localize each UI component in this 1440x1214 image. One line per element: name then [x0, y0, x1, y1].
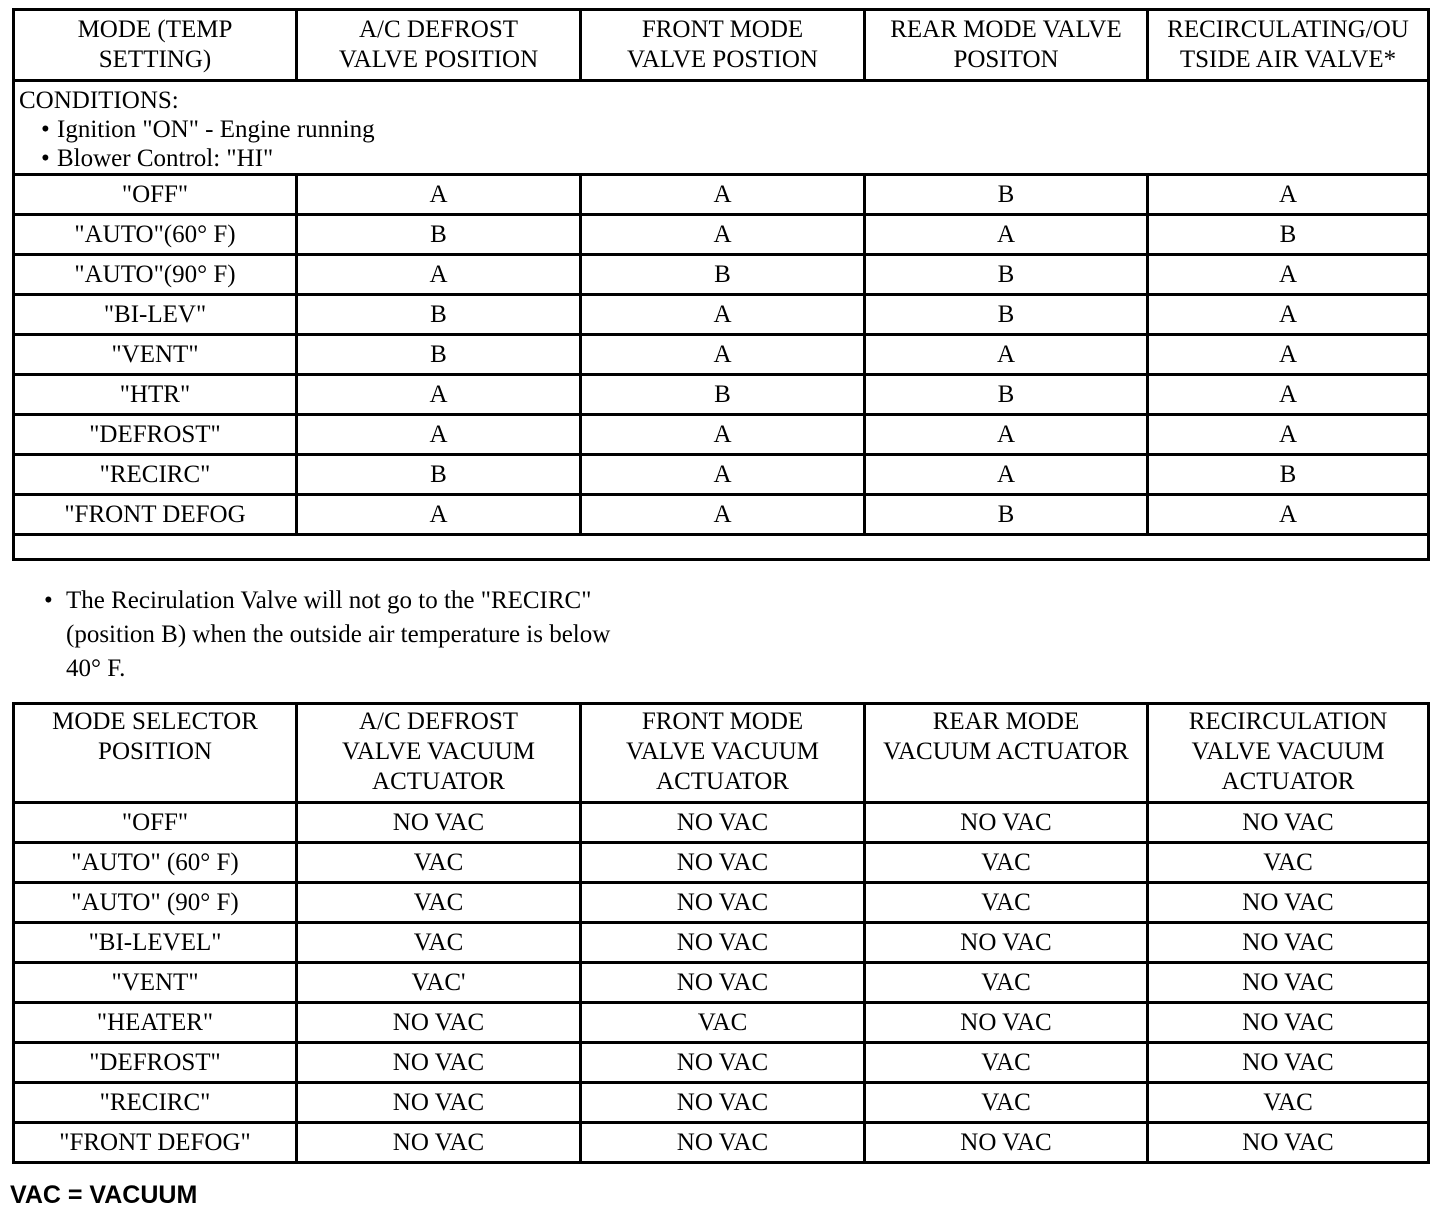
table-header-row	[14, 10, 1429, 81]
table-row	[14, 455, 1429, 495]
table-row	[14, 843, 1429, 883]
table-cell: "HTR"	[14, 375, 297, 415]
table-cell: NO VAC	[1148, 1043, 1429, 1083]
table-header-row	[14, 704, 1429, 803]
table-row	[14, 415, 1429, 455]
table-cell: B	[1148, 455, 1429, 495]
table-cell: NO VAC	[297, 1043, 581, 1083]
column-header-rear-mode: REAR MODE VALVE POSITON	[865, 10, 1148, 81]
table-cell: NO VAC	[297, 1083, 581, 1123]
table-row	[14, 295, 1429, 335]
column-header-rear-mode-actuator: REAR MODE VACUUM ACTUATOR	[865, 704, 1148, 803]
table-cell: A	[1148, 415, 1429, 455]
table-cell: "AUTO"(60° F)	[14, 215, 297, 255]
table-cell: "OFF"	[14, 803, 297, 843]
table-row	[14, 1003, 1429, 1043]
table-cell: "DEFROST"	[14, 415, 297, 455]
table-cell: NO VAC	[1148, 803, 1429, 843]
table-cell: NO VAC	[581, 883, 865, 923]
table-cell: NO VAC	[1148, 923, 1429, 963]
bullet-mark: •	[44, 587, 53, 614]
table-row	[14, 883, 1429, 923]
table-cell: "BI-LEVEL"	[14, 923, 297, 963]
table-cell: VAC	[865, 963, 1148, 1003]
table-cell: A	[1148, 255, 1429, 295]
table-cell: A	[1148, 495, 1429, 535]
table-row	[14, 495, 1429, 535]
table-cell: "RECIRC"	[14, 1083, 297, 1123]
table-cell: VAC	[865, 1083, 1148, 1123]
table-cell: NO VAC	[581, 923, 865, 963]
table-cell: A	[1148, 335, 1429, 375]
table-cell: VAC	[297, 883, 581, 923]
table-cell: A	[581, 335, 865, 375]
table-cell: VAC	[865, 1043, 1148, 1083]
table-cell: VAC	[865, 883, 1148, 923]
table-row	[14, 923, 1429, 963]
table-cell: B	[581, 255, 865, 295]
table-cell: B	[297, 455, 581, 495]
table-cell: NO VAC	[1148, 883, 1429, 923]
note-line: The Recirulation Valve will not go to the "RECIRC"	[66, 587, 592, 614]
recirculation-note	[44, 584, 724, 686]
table-cell: A	[865, 415, 1148, 455]
column-header-mode-selector: MODE SELECTOR POSITION	[14, 704, 297, 803]
valve-position-table	[12, 8, 1430, 561]
table-cell: A	[581, 175, 865, 215]
table-cell: A	[581, 495, 865, 535]
table-cell: NO VAC	[865, 1003, 1148, 1043]
table-cell: NO VAC	[1148, 1003, 1429, 1043]
table-cell: B	[1148, 215, 1429, 255]
table-cell: A	[581, 215, 865, 255]
table-cell: NO VAC	[297, 803, 581, 843]
table-cell: A	[297, 495, 581, 535]
table-cell: "AUTO" (90° F)	[14, 883, 297, 923]
table-cell: NO VAC	[581, 1123, 865, 1163]
empty-cell	[14, 535, 1429, 560]
column-header-mode: MODE (TEMP SETTING)	[14, 10, 297, 81]
table-cell: "FRONT DEFOG	[14, 495, 297, 535]
table-cell: VAC'	[297, 963, 581, 1003]
table-cell: "HEATER"	[14, 1003, 297, 1043]
table-cell: NO VAC	[865, 1123, 1148, 1163]
condition-item: • Ignition "ON" - Engine running	[57, 115, 1423, 144]
table-cell: NO VAC	[1148, 1123, 1429, 1163]
valve-position-table-body	[14, 175, 1429, 560]
table-row	[14, 255, 1429, 295]
table-row	[14, 803, 1429, 843]
table-cell: B	[297, 215, 581, 255]
vacuum-actuator-table	[12, 702, 1430, 1164]
column-header-front-mode-actuator: FRONT MODE VALVE VACUUM ACTUATOR	[581, 704, 865, 803]
table-cell: "VENT"	[14, 963, 297, 1003]
table-cell: "DEFROST"	[14, 1043, 297, 1083]
table-cell: B	[297, 335, 581, 375]
table-cell: B	[865, 495, 1148, 535]
table-cell: "AUTO"(90° F)	[14, 255, 297, 295]
table-cell: VAC	[581, 1003, 865, 1043]
table-cell: "OFF"	[14, 175, 297, 215]
table-cell: "AUTO" (60° F)	[14, 843, 297, 883]
table-cell: "BI-LEV"	[14, 295, 297, 335]
table-row	[14, 375, 1429, 415]
table-cell: A	[865, 215, 1148, 255]
table-cell: "RECIRC"	[14, 455, 297, 495]
table-spacer-row	[14, 535, 1429, 560]
condition-item: • Blower Control: "HI"	[57, 144, 1423, 173]
table-cell: A	[1148, 375, 1429, 415]
table-cell: VAC	[297, 843, 581, 883]
column-header-ac-defrost-actuator: A/C DEFROST VALVE VACUUM ACTUATOR	[297, 704, 581, 803]
table-cell: A	[581, 415, 865, 455]
table-cell: B	[581, 375, 865, 415]
table-row	[14, 1043, 1429, 1083]
table-cell: NO VAC	[581, 803, 865, 843]
table-cell: NO VAC	[865, 803, 1148, 843]
table-cell: NO VAC	[581, 843, 865, 883]
column-header-recirculation-actuator: RECIRCULATION VALVE VACUUM ACTUATOR	[1148, 704, 1429, 803]
table-cell: A	[297, 175, 581, 215]
table-cell: VAC	[865, 843, 1148, 883]
table-cell: NO VAC	[1148, 963, 1429, 1003]
table-cell: A	[865, 335, 1148, 375]
table-cell: A	[865, 455, 1148, 495]
table-cell: A	[297, 375, 581, 415]
column-header-front-mode: FRONT MODE VALVE POSTION	[581, 10, 865, 81]
table-cell: NO VAC	[581, 963, 865, 1003]
conditions-row	[14, 81, 1429, 175]
table-cell: A	[581, 455, 865, 495]
table-cell: NO VAC	[581, 1043, 865, 1083]
table-cell: VAC	[1148, 1083, 1429, 1123]
table-cell: NO VAC	[865, 923, 1148, 963]
conditions-block	[14, 81, 1429, 175]
table-cell: NO VAC	[297, 1003, 581, 1043]
table-row	[14, 1123, 1429, 1163]
table-cell: B	[865, 375, 1148, 415]
table-cell: NO VAC	[297, 1123, 581, 1163]
table-row	[14, 215, 1429, 255]
table-cell: A	[297, 415, 581, 455]
table-row	[14, 175, 1429, 215]
table-cell: "FRONT DEFOG"	[14, 1123, 297, 1163]
vacuum-legend: VAC = VACUUM	[10, 1181, 198, 1209]
column-header-ac-defrost: A/C DEFROST VALVE POSITION	[297, 10, 581, 81]
table-cell: VAC	[297, 923, 581, 963]
table-cell: A	[1148, 175, 1429, 215]
table-cell: B	[865, 255, 1148, 295]
table-row	[14, 963, 1429, 1003]
table-row	[14, 1083, 1429, 1123]
note-line: (position B) when the outside air temperature is below	[66, 621, 611, 648]
table-row	[14, 335, 1429, 375]
note-line: 40° F.	[66, 655, 126, 682]
vacuum-actuator-table-body	[14, 803, 1429, 1163]
table-cell: NO VAC	[581, 1083, 865, 1123]
conditions-list	[19, 115, 1423, 173]
table-cell: "VENT"	[14, 335, 297, 375]
column-header-recirculating: RECIRCULATING/OU TSIDE AIR VALVE*	[1148, 10, 1429, 81]
table-cell: A	[297, 255, 581, 295]
conditions-title: CONDITIONS:	[19, 87, 179, 114]
table-cell: B	[865, 295, 1148, 335]
table-cell: A	[1148, 295, 1429, 335]
table-cell: B	[297, 295, 581, 335]
table-cell: B	[865, 175, 1148, 215]
table-cell: A	[581, 295, 865, 335]
table-cell: VAC	[1148, 843, 1429, 883]
